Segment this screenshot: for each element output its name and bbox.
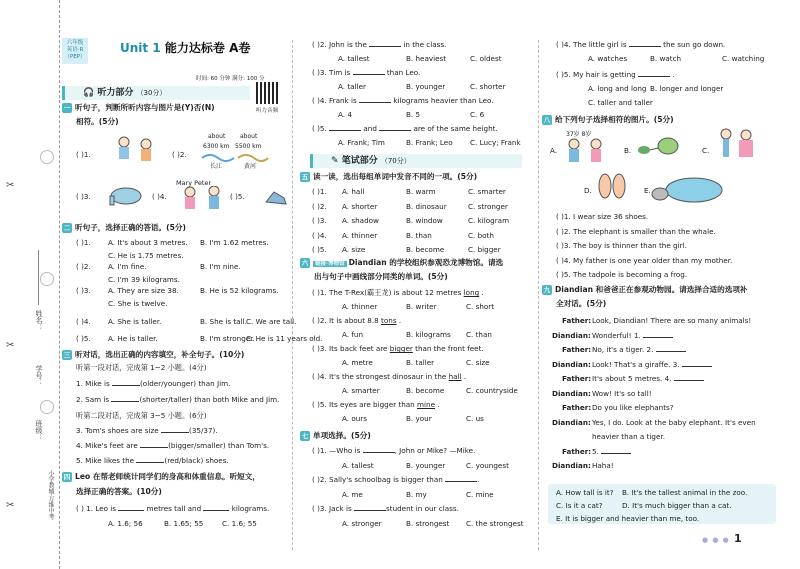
s7-question (312, 446, 475, 456)
option-a: A. 4 (338, 110, 352, 119)
option-c: C. She is twelve. (108, 299, 168, 308)
underlined-word: tons (381, 316, 397, 325)
dialog-line (592, 432, 665, 442)
option-a: A. I'm fine. (108, 262, 147, 271)
q-marker: ( )4. (152, 192, 167, 201)
option-b: B. heaviest (406, 54, 447, 63)
fill-question (556, 70, 675, 80)
option-c: C. shorter (470, 82, 506, 91)
speaker-label: Father: (562, 446, 592, 456)
option-c: C. We are tall. (246, 317, 297, 326)
page-number: 1 (734, 532, 742, 545)
tadpole-frog-picture (632, 132, 682, 162)
option-b: B. Frank; Leo (406, 138, 453, 147)
answer-blank[interactable] (379, 130, 411, 131)
dialog-text: Yes, I do. Look at the baby elephant. It's even (592, 417, 756, 427)
fill-question (556, 40, 725, 50)
option-a: A. shorter (342, 201, 378, 211)
dialog-line (592, 461, 614, 471)
s4-item: ( ) 1. Leo is metres tall and kilograms. (76, 504, 270, 513)
kids-picture (178, 186, 228, 210)
option-b: B. taller (406, 358, 435, 367)
brand-text: 小学教辅·万维中考 (47, 470, 54, 520)
option-a: A. ours (342, 414, 368, 423)
option-c: C. I'm 39 kilograms. (108, 275, 180, 284)
shoes-picture (264, 186, 288, 208)
dialog-text: heavier than a tiger. (592, 432, 665, 441)
option-c: C. smarter (468, 187, 506, 196)
option-a: A. He is taller. (108, 334, 158, 343)
option-b: B. strongest (406, 519, 450, 528)
option-a: A. metre (342, 358, 373, 367)
answer-blank[interactable] (629, 46, 661, 47)
dialog-line (592, 389, 652, 399)
dialog-text: No, it's a tiger. 2. (592, 345, 654, 354)
question-text: . (477, 475, 480, 484)
question-text: ( )5. Its eyes are bigger than (312, 400, 415, 409)
option-a: A. How tall is it? (556, 488, 614, 497)
answer-blank[interactable] (140, 447, 168, 448)
answer-blank[interactable] (329, 130, 361, 131)
option-a: A. It's about 3 metres. (108, 238, 188, 247)
section-1-title: 一 听句子，判断所听内容与图片是(Y)否(N) (63, 103, 215, 112)
answer-blank[interactable] (674, 380, 704, 381)
s4-option-c: C. 1.6; 55 (222, 519, 257, 528)
q-marker: ( )2. (172, 150, 187, 159)
question-text: ( )4. The little girl is (556, 40, 627, 49)
option-b: B. watch (650, 54, 682, 63)
river-name: 长江 (210, 163, 223, 170)
question-text: . (398, 316, 402, 325)
answer-blank[interactable] (118, 510, 144, 511)
s3-item: 3. Tom's shoes are size (35/37). (76, 426, 218, 435)
section-7-title: 七 单项选择。(5分) (301, 431, 371, 440)
question-text: than Leo. (386, 68, 421, 77)
option-a: A. me (342, 490, 363, 499)
page-dots: ● ● ● (702, 536, 730, 544)
option-c: C. kilogram (468, 216, 510, 225)
answer-blank[interactable] (369, 46, 401, 47)
speaker-label: Father: (562, 316, 592, 325)
fill-question (312, 40, 446, 50)
s5-question: ( )1. (312, 187, 327, 196)
option-a: A. She is taller. (108, 317, 162, 326)
option-c: C. both (468, 230, 494, 240)
question-text: . (672, 70, 675, 79)
option-a: A. smarter (342, 386, 380, 395)
s3-item: 4. Mike's feet are (bigger/smaller) than Tom's. (76, 441, 270, 450)
dialog-line (592, 418, 756, 428)
sports-picture (110, 134, 160, 166)
s8-question: ( )3. The boy is thinner than the girl. (556, 241, 687, 250)
option-c: C. watching (722, 54, 765, 63)
option-b: B. than (406, 230, 432, 240)
scissors-icon: ✂ (6, 500, 15, 511)
option-c: C. 6 (470, 110, 485, 119)
dialog-text: Wow! It's so tall! (592, 388, 652, 398)
speaker-label: Father: (562, 403, 592, 412)
punch-hole (40, 272, 54, 286)
dialog-line (592, 345, 686, 355)
option-a: A. size (342, 245, 366, 254)
answer-blank[interactable] (682, 366, 712, 367)
option-a: A. fun (342, 330, 364, 339)
option-c: C. mine (466, 490, 494, 499)
question-text: ( )4. It's the strongest dinosaur in the (312, 372, 447, 381)
option-b: B. younger (406, 461, 446, 470)
option-c: C. countryside (466, 386, 518, 395)
underlined-word: mine (417, 400, 435, 409)
writing-section-bar: ✎ 笔试部分 （70分） (310, 154, 522, 168)
answer-blank[interactable] (111, 401, 139, 402)
time-score-info: 时间: 60 分钟 满分: 100 分 (196, 76, 265, 82)
punch-hole (40, 150, 54, 164)
s2-question: ( )4. (76, 317, 91, 326)
s8-question: ( )5. The tadpole is becoming a frog. (556, 270, 688, 279)
option-a: A. thinner (342, 230, 378, 240)
s5-question: ( )4. (312, 230, 327, 240)
kids-names: Mary Peter (176, 179, 212, 187)
question-text: ( )2. Sally's schoolbag is bigger than (312, 475, 443, 484)
section-6-title-cont: 出与句子中画线部分同类的单词。(5分) (314, 272, 448, 281)
age-note: 37岁 8岁 (566, 131, 592, 138)
option-b: B. I'm 1.62 metres. (200, 238, 269, 247)
s3-item: 1. Mike is (older/younger) than Jim. (76, 379, 231, 388)
answer-blank[interactable] (445, 481, 477, 482)
option-b: B. younger (406, 82, 446, 91)
name-line (38, 250, 39, 305)
option-d: D. It's much bigger than a cat. (622, 501, 732, 510)
question-text: ( )3. Jack is (312, 504, 352, 513)
section-4-title-cont: 选择正确的答案。(10分) (76, 487, 162, 496)
s2-question: ( )2. (76, 262, 91, 271)
question-text: ( )5. My hair is getting (556, 70, 636, 79)
option-b: B. It's the tallest animal in the zoo. (622, 488, 748, 497)
section-2-title: 二 听句子，选择正确的答语。(5分) (63, 223, 186, 232)
question-text: ( )1. The T-Rex(霸王龙) is about 12 metres (312, 288, 462, 297)
section-8-title: 八 给下列句子选择相符的图片。(5分) (543, 115, 674, 124)
answer-blank[interactable] (203, 510, 229, 511)
question-text: , John or Mike? —Mike. (394, 446, 476, 455)
page-title: Unit 1 能力达标卷 A卷 (120, 41, 251, 55)
option-c: C. taller and taller (588, 98, 653, 107)
option-b: B. I'm nine. (200, 262, 241, 271)
question-text: in the class. (403, 40, 447, 49)
speaker-label: Diandian: (552, 388, 591, 398)
scissors-icon: ✂ (6, 340, 15, 351)
option-b: B. He is 52 kilograms. (200, 286, 279, 295)
scissors-icon: ✂ (6, 180, 15, 191)
option-a: A. thinner (342, 302, 378, 311)
pic-label-b: B. (624, 146, 632, 155)
question-text: ( )4. Frank is (312, 96, 357, 105)
option-a: A. shadow (342, 216, 379, 225)
option-a: A. taller (338, 82, 366, 91)
fill-question (312, 68, 420, 78)
s7-question (312, 504, 459, 514)
s3-item: 5. Mike likes the (red/black) shoes. (76, 456, 229, 465)
elephant-picture (106, 184, 146, 206)
option-c: C. us (466, 414, 484, 423)
q-marker: ( )5. (230, 192, 245, 201)
distance-caption: about (240, 133, 258, 140)
distance-caption: 6300 km (203, 143, 230, 150)
answer-blank[interactable] (638, 76, 670, 77)
s4-options: A. 1.6; 56 (108, 519, 143, 528)
student-id-label: 学号： (35, 365, 43, 386)
s2-question: ( )5. (76, 334, 91, 343)
option-a: A. stronger (342, 519, 382, 528)
answer-blank[interactable] (359, 102, 391, 103)
dialog-text: It's about 5 metres. 4. (592, 374, 672, 383)
answer-blank[interactable] (601, 453, 631, 454)
pic-label-a: A. (550, 146, 558, 155)
option-c: C. Lucy; Frank (470, 138, 521, 147)
question-text: kilograms heavier than Leo. (393, 96, 494, 105)
section-3-sub2: 听第二段对话，完成第 3~5 小题。(6分) (76, 411, 207, 420)
answer-blank[interactable] (354, 510, 386, 511)
column-divider (538, 40, 539, 550)
option-a: A. hall (342, 187, 365, 196)
worksheet-header (62, 38, 286, 74)
qr-caption: 听力音频 (256, 108, 279, 114)
s2-question: ( )1. (76, 238, 91, 247)
dialog-text: Wonderful! 1. (592, 330, 641, 340)
question-text: ( )3. Its back feet are (312, 344, 388, 353)
speaker-label: Diandian: (552, 359, 591, 369)
dialog-text: Haha! (592, 461, 614, 470)
speaker-label: Father: (562, 374, 592, 383)
option-a: A. watches (588, 54, 628, 63)
fill-question (312, 96, 494, 106)
question-text: . (463, 372, 467, 381)
s8-question: ( )4. My father is one year older than my mother. (556, 255, 733, 265)
question-text: ( )2. John is the (312, 40, 367, 49)
option-a: A. tallest (338, 54, 370, 63)
option-a: A. They are size 38. (108, 286, 179, 295)
boy-girl-picture (714, 128, 760, 162)
qr-code-icon[interactable] (256, 82, 278, 104)
dialog-text: Look, Diandian! There are so many animals! (592, 316, 752, 325)
option-c: C. than (466, 330, 492, 339)
dialog-text: Look! That's a giraffe. 3. (592, 359, 680, 369)
dialog-text: Do you like elephants? (592, 403, 674, 412)
section-3-title: 三 听对话，选出正确的内容填空，补全句子。(10分) (63, 350, 245, 359)
grade-tag: 六年级 英语·R （PEP） (62, 38, 88, 64)
question-text: ( )3. Tim is (312, 68, 351, 77)
question-text: are of the same height. (413, 124, 498, 133)
underlined-word: hall (448, 372, 462, 381)
column-divider (292, 40, 293, 550)
dialog-line (592, 360, 712, 370)
option-b: B. kilograms (406, 330, 451, 339)
river-name: 黄河 (244, 163, 257, 170)
question-text: and (363, 124, 377, 133)
distance-caption: 5500 km (235, 143, 262, 150)
s6-question (312, 372, 466, 382)
dialog-line (592, 374, 704, 384)
option-c: C. size (466, 358, 490, 367)
s2-question: ( )3. (76, 286, 91, 295)
option-b: B. writer (406, 302, 437, 311)
speaker-label: Diandian: (552, 461, 591, 470)
option-b: B. become (406, 386, 445, 395)
question-text: . (437, 400, 440, 409)
question-text: student in our class. (386, 504, 459, 513)
option-a: A. long and long (588, 84, 647, 93)
s7-question (312, 475, 479, 485)
headphone-icon: 🎧 (83, 88, 98, 98)
dialog-line (592, 447, 631, 457)
option-c: C. He is 11 years old. (246, 334, 323, 343)
name-label: 姓名： (35, 310, 43, 331)
s8-question: ( )1. I wear size 36 shoes. (556, 212, 649, 221)
question-text: ( )1. —Who is (312, 446, 361, 455)
option-b: B. become (406, 245, 445, 254)
s5-question: ( )5. (312, 245, 327, 254)
pic-label-c: C. (702, 146, 710, 155)
option-c: C. oldest (470, 54, 502, 63)
section-9-title: 九 Diandian 和爸爸正在参观动物园。请选择合适的选项补 (543, 285, 748, 294)
binding-margin (0, 0, 60, 569)
question-text: ( )2. It is about 8.8 (312, 316, 379, 325)
option-a: A. tallest (342, 461, 374, 470)
fill-question (312, 124, 498, 134)
distance-caption: about (208, 133, 226, 140)
listening-section-bar: 🎧 听力部分 （30分） (62, 86, 250, 100)
option-b: B. your (406, 414, 432, 423)
option-b: B. my (406, 490, 427, 499)
whale-elephant-picture (648, 172, 728, 204)
pic-label-e: E. (644, 186, 651, 195)
dialog-text: 5. (592, 446, 599, 456)
dialog-line (592, 331, 673, 341)
section-9-title-cont: 全对话。(5分) (556, 299, 607, 308)
answer-blank[interactable] (353, 74, 385, 75)
speaker-label: Diandian: (552, 330, 591, 340)
question-text: . (481, 288, 484, 297)
option-c: C. short (466, 302, 495, 311)
option-c: C. bigger (468, 245, 501, 254)
option-b: B. dinosaur (406, 201, 447, 211)
option-b: B. warm (406, 187, 436, 196)
answer-blank[interactable] (363, 452, 395, 453)
answer-blank[interactable] (136, 462, 164, 463)
pencil-icon: ✎ (331, 156, 342, 166)
speaker-label: Father: (562, 345, 592, 354)
section-3-sub1: 听第一段对话，完成第 1~2 小题。(4分) (76, 363, 207, 372)
option-b: B. 5 (406, 110, 421, 119)
option-b: B. window (406, 216, 443, 225)
option-e: E. It is bigger and heavier than me, too. (556, 514, 700, 523)
s6-question (312, 288, 484, 298)
dialog-line (592, 403, 674, 413)
speaker-label: Diandian: (552, 417, 591, 427)
museum-link-tag: 链接·博物馆 (315, 261, 345, 267)
option-a: A. Frank; Tim (338, 138, 385, 147)
s5-question: ( )2. (312, 201, 327, 211)
option-b: B. longer and longer (650, 84, 724, 93)
section-6-title: 六 链接·博物馆 Diandian 的学校组织参观恐龙博物馆。请选 (301, 258, 504, 267)
couple-picture (562, 138, 612, 164)
section-1-title-cont: 相符。(5分) (76, 117, 119, 126)
question-text: than the front feet. (415, 344, 484, 353)
s8-question: ( )2. The elephant is smaller than the whale. (556, 226, 716, 236)
s6-question (312, 316, 401, 326)
option-c: C. Is it a cat? (556, 501, 603, 510)
section-4-title: 四 Leo 在帮老师统计同学们的身高和体重信息。听短文， (63, 472, 260, 481)
dialog-line (592, 316, 751, 326)
answer-blank[interactable] (643, 337, 673, 338)
section-5-title: 五 读一读，选出每组单词中发音不同的一项。(5分) (301, 172, 478, 181)
pic-label-d: D. (584, 186, 592, 195)
option-c: C. youngest (466, 461, 509, 470)
question-text: the sun go down. (663, 40, 726, 49)
option-c: C. the strongest (466, 519, 524, 528)
option-c: C. stronger (468, 201, 508, 211)
punch-hole (40, 400, 54, 414)
answer-blank[interactable] (161, 432, 189, 433)
s6-question (312, 344, 484, 354)
answer-blank[interactable] (656, 351, 686, 352)
underlined-word: long (463, 288, 480, 297)
q-marker: ( )3. (76, 192, 91, 201)
shoes-size-picture (596, 172, 628, 200)
option-c: C. He is 1.75 metres. (108, 251, 184, 260)
s3-item: 2. Sam is (shorter/taller) than both Mike and Jim. (76, 395, 280, 404)
s6-question (312, 400, 440, 410)
s5-question: ( )3. (312, 216, 327, 225)
underlined-word: bigger (389, 344, 413, 353)
option-b: B. She is tall. (200, 317, 247, 326)
option-b: B. I'm stronger. (200, 334, 255, 343)
s4-option-b: B. 1.65; 55 (164, 519, 204, 528)
answer-blank[interactable] (112, 385, 140, 386)
class-label: 班级： (35, 420, 43, 441)
q-marker: ( )1. (76, 150, 91, 159)
question-text: ( )5. (312, 124, 327, 133)
